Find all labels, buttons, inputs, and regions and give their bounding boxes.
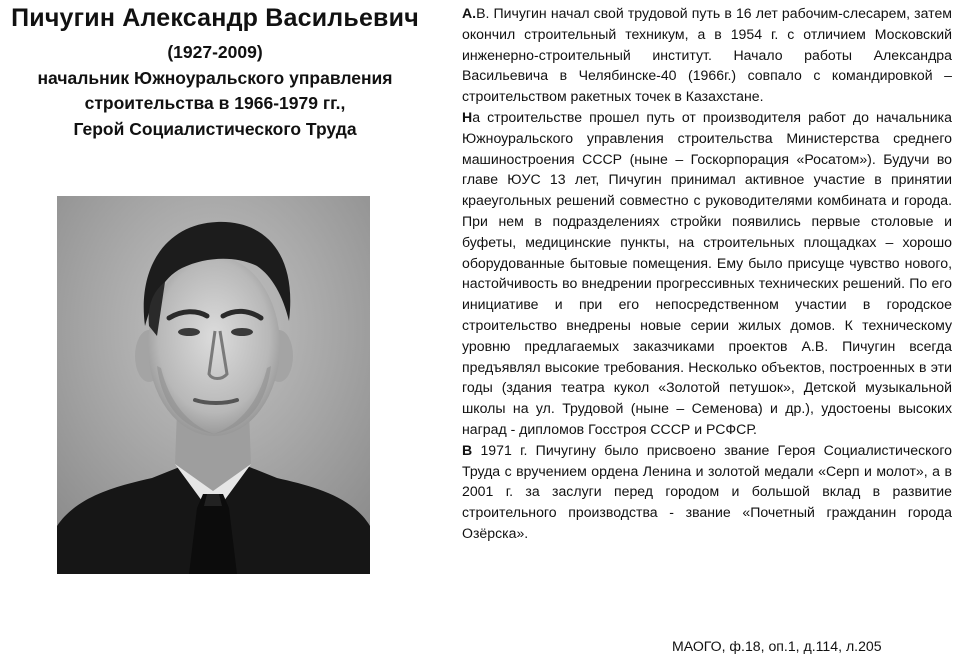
- portrait-illustration: [57, 196, 370, 574]
- biography-paragraph-3: [462, 440, 952, 544]
- left-column: [0, 0, 430, 666]
- archive-reference: МАОГО, ф.18, оп.1, д.114, л.205: [672, 638, 882, 654]
- paragraph-3-lead: В: [462, 441, 473, 458]
- person-name: Пичугин Александр Васильевич: [11, 4, 419, 32]
- honorary-title: Герой Социалистического Труда: [73, 118, 357, 139]
- biography-text: [462, 3, 952, 544]
- paragraph-1-text: В. Пичугин начал свой трудовой путь в 16 лет рабочим-слесарем, затем окончил строительный техникум, а в 1954 г. с отличием Московский инженерно-строительный институт. Начало работы Александра Васильевича в Челябинске-40 (1966г.) совпало с командировкой – строительством ракетных точек в Казахстане.: [462, 5, 952, 105]
- paragraph-3-text: 1971 г. Пичугину было присвоено звание Героя Социалистического Труда с вручением ордена Ленина и золотой медали «Серп и молот», а в 2001 г. за заслуги перед городом и большой вклад в развитие строительного производства - звание «Почетный гражданин города Озёрска».: [462, 441, 952, 541]
- life-years: (1927-2009): [167, 42, 263, 62]
- biography-column: [462, 3, 952, 544]
- biography-paragraph-1: [462, 3, 952, 107]
- subtitle-block: [0, 40, 430, 142]
- position-line-1: начальник Южноуральского управления: [37, 67, 393, 88]
- paragraph-2-lead: Н: [462, 108, 473, 125]
- paragraph-2-text: а строительстве прошел путь от производителя работ до начальника Южноуральского управления строительства Министерства среднего машиностроения СССР (ныне – Госкорпорация «Росатом»). Будучи во главе ЮУС 13 лет, Пичугин принимал активное участие в принятии краеугольных решений совместно с руководителями комбината и города. При нем в подразделениях стройки появились первые столовые и буфеты, медицинские пункты, на строительных площадках – хорошо оборудованные бытовые помещения. Ему было присуще чувство нового, настойчивость во внедрении прогрессивных технических решений. По его инициативе и при его непосредственном участии в городское строительство внедрены новые серии жилых домов. К техническому уровню предлагаемых заказчиками проектов А.В. Пичугин всегда предъявлял высокие требования. Несколько объектов, построенных в эти годы (здания театра кукол «Золотой петушок», Детской музыкальной школы на ул. Трудовой (ныне – Семенова) и др.), удостоены высоких наград - дипломов Госстроя СССР и РСФСР.: [462, 108, 952, 437]
- paragraph-1-lead: А.: [462, 5, 477, 21]
- biography-paragraph-2: [462, 107, 952, 440]
- position-line-2: строительства в 1966-1979 гг.,: [84, 93, 346, 113]
- portrait-photo: [57, 196, 370, 574]
